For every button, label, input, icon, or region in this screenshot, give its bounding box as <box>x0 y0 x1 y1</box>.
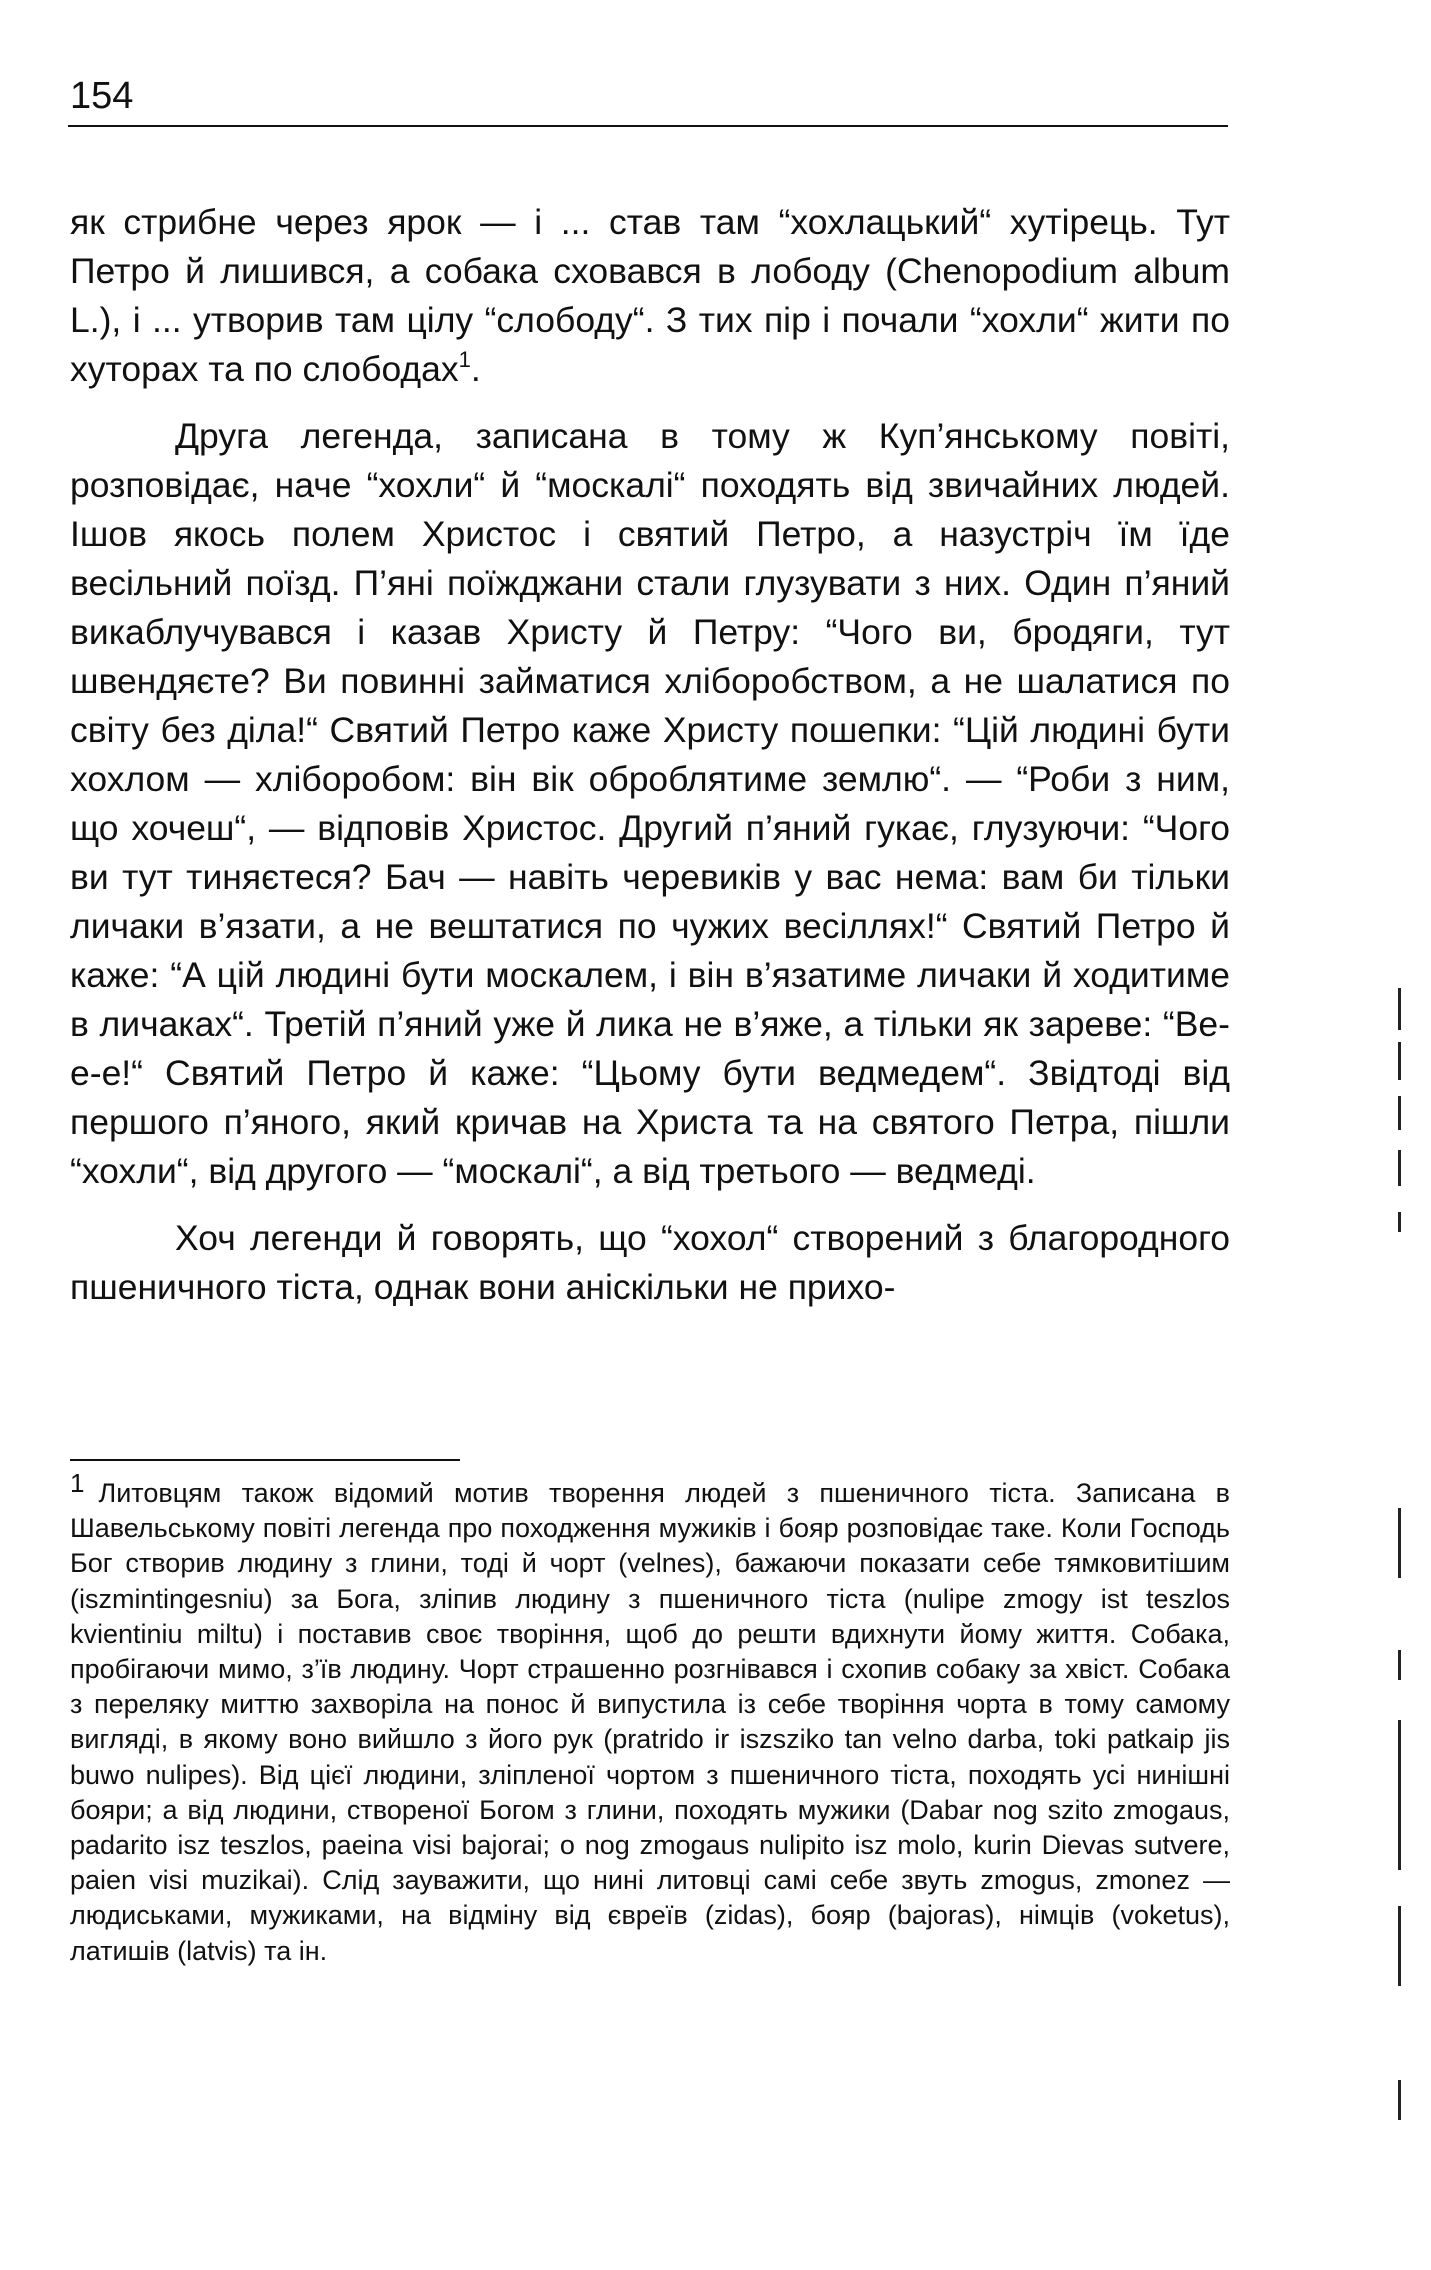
header-rule <box>68 125 1228 127</box>
footnote <box>70 1466 1230 1969</box>
margin-mark <box>1398 1042 1401 1080</box>
paragraph-1-text: як стрибне через ярок — і ... став там “хохлацький“ хутірець. Тут Петро й лишився, а собака сховався в лободу (Chenopodium album L.), і ... утворив там цілу “слободу“. З тих пір і почали “хохли“ жити по хуторах та по слободах <box>70 202 1230 389</box>
footnote-marker: 1 <box>70 1468 85 1498</box>
footnote-paragraph <box>70 1466 1230 1969</box>
margin-mark <box>1398 1150 1401 1186</box>
paragraph-3: Хоч легенди й говорять, що “хохол“ створений з благородного пшеничного тіста, однак вони аніскільки не прихо- <box>70 1218 1230 1307</box>
main-text <box>70 198 1230 1312</box>
footnote-reference[interactable]: 1 <box>458 347 471 372</box>
margin-mark <box>1398 988 1401 1030</box>
margin-mark <box>1398 2080 1401 2120</box>
footnote-text: Литовцям також відомий мотив творення людей з пшеничного тіста. Записана в Шавельському повіті легенда про походження мужиків і бояр розповідає таке. Коли Господь Бог створив людину з глини, тоді й чорт (velnes), бажаючи показати себе тямковитішим (iszmintingesniu) за Бога, зліпив людину з пшеничного тіста (nulipe zmogy ist teszlos kvientiniu miltu) і поставив своє творіння, щоб до решти вдихнути йому життя. Собака, пробігаючи мимо, з’їв людину. Чорт страшенно розгнівався і схопив собаку за хвіст. Собака з переляку миттю захворіла на понос й випустила із себе творіння чорта в тому самому вигляді, в якому воно вийшло з його рук (pratrido ir iszsziko tan velno darba, toki patkaip jis buwo nulipes). Від цієї людини, зліпленої чортом з пшеничного тіста, походять усі нинішні бояри; а від людини, створеної Богом з глини, походять мужики (Dabar nog szito zmogaus, padarito isz teszlos, paeina visi bajorai; o nog zmogaus nulipito isz molo, kurin Dievas sutvere, paien visi muzikai). Слід зауважити, що нині литовці самі себе звуть zmogus, zmonez — людиськами, мужиками, на відміну від євреїв (zidas), бояр (bajoras), німців (voketus), латишів (latvis) та ін. <box>70 1478 1230 1966</box>
footnote-rule <box>70 1459 460 1461</box>
paragraph-2: Друга легенда, записана в тому ж Куп’янському повіті, розповідає, наче “хохли“ й “москалі“ походять від звичайних людей. Ішов якось полем Христос і святий Петро, а назустріч їм їде весільний поїзд. П’яні поїжджани стали глузувати з них. Один п’яний викаблучувався і казав Христу й Петру: “Чого ви, бродяги, тут швендяєте? Ви повинні займатися хліборобством, а не шалатися по світу без діла!“ Святий Петро каже Христу пошепки: “Цій людині бути хохлом — хліборобом: він вік оброблятиме землю“. — “Роби з ним, що хочеш“, — відповів Христос. Другий п’яний гукає, глузуючи: “Чого ви тут тиняєтеся? Бач — навіть черевиків у вас нема: вам би тільки личаки в’язати, а не вештатися по чужих весіллях!“ Святий Петро й каже: “А цій людині бути москалем, і він в’язатиме личаки й ходитиме в личаках“. Третій п’яний уже й лика не в’яже, а тільки як зареве: “Ве-е-е!“ Святий Петро й каже: “Цьому бути ведмедем“. Звідтоді від першого п’яного, який кричав на Христа та на святого Петра, пішли “хохли“, від другого — “москалі“, а від третього — ведмеді. <box>70 416 1230 1191</box>
margin-mark <box>1398 1212 1401 1232</box>
margin-mark <box>1398 1650 1401 1680</box>
margin-mark <box>1398 1508 1401 1578</box>
margin-mark <box>1398 1720 1401 1870</box>
page-number: 154 <box>70 75 134 117</box>
margin-mark <box>1398 1096 1401 1130</box>
paragraph-1 <box>70 198 1230 394</box>
margin-mark <box>1398 1906 1401 1986</box>
paragraph-1-end: . <box>470 349 481 389</box>
